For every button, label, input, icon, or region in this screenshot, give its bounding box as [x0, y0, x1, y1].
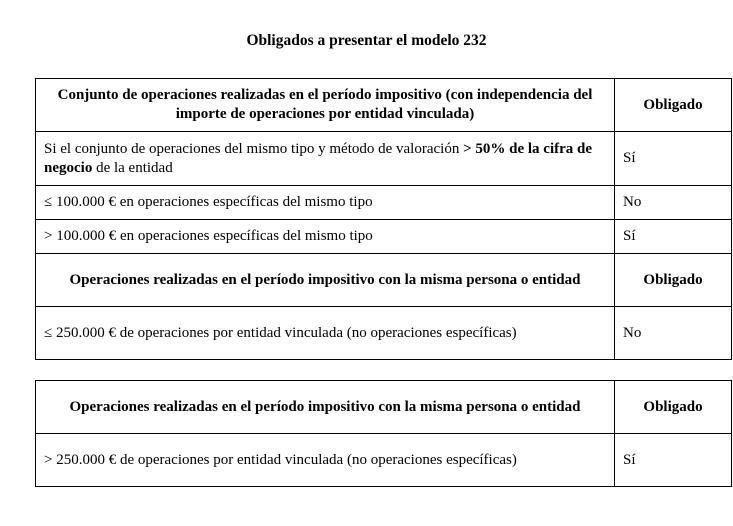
table-row: [36, 434, 732, 487]
table-row: [36, 132, 732, 186]
row-text-part: Si el conjunto de operaciones del mismo tipo y método de valoración: [44, 140, 464, 157]
row-text-cell: ≤ 250.000 € de operaciones por entidad vinculada (no operaciones específicas): [36, 307, 615, 360]
row-value-cell: No: [615, 307, 732, 360]
header-obligado-cell: Obligado: [615, 79, 732, 132]
document-title: Obligados a presentar el modelo 232: [246, 32, 487, 49]
row-text-cell: > 250.000 € de operaciones por entidad vinculada (no operaciones específicas): [36, 434, 615, 487]
row-text-cell: > 100.000 € en operaciones específicas del mismo tipo: [36, 220, 615, 254]
table-row: [36, 220, 732, 254]
table-subheader-row: [36, 254, 732, 307]
header-operations-cell: Conjunto de operaciones realizadas en el período impositivo (con independencia del importe de operaciones por entidad vinculada): [36, 79, 615, 132]
header-operations-cell: Operaciones realizadas en el período impositivo con la misma persona o entidad: [36, 381, 615, 434]
row-text-cell: [36, 132, 615, 186]
row-text-bold: > 50% de la cifra de negocio: [44, 140, 593, 176]
table-row: [36, 307, 732, 360]
table-header-row: [36, 381, 732, 434]
table-row: [36, 186, 732, 220]
row-value-cell: Sí: [615, 434, 732, 487]
row-text-part: de la entidad: [92, 159, 173, 176]
obligation-table-2: [35, 380, 732, 487]
row-text-cell: ≤ 100.000 € en operaciones específicas del mismo tipo: [36, 186, 615, 220]
obligation-table-1: [35, 78, 732, 360]
subheader-obligado-cell: Obligado: [615, 254, 732, 307]
row-value-cell: Sí: [615, 132, 732, 186]
header-obligado-cell: Obligado: [615, 381, 732, 434]
subheader-operations-cell: Operaciones realizadas en el período impositivo con la misma persona o entidad: [36, 254, 615, 307]
table-header-row: [36, 79, 732, 132]
row-value-cell: Sí: [615, 220, 732, 254]
row-value-cell: No: [615, 186, 732, 220]
